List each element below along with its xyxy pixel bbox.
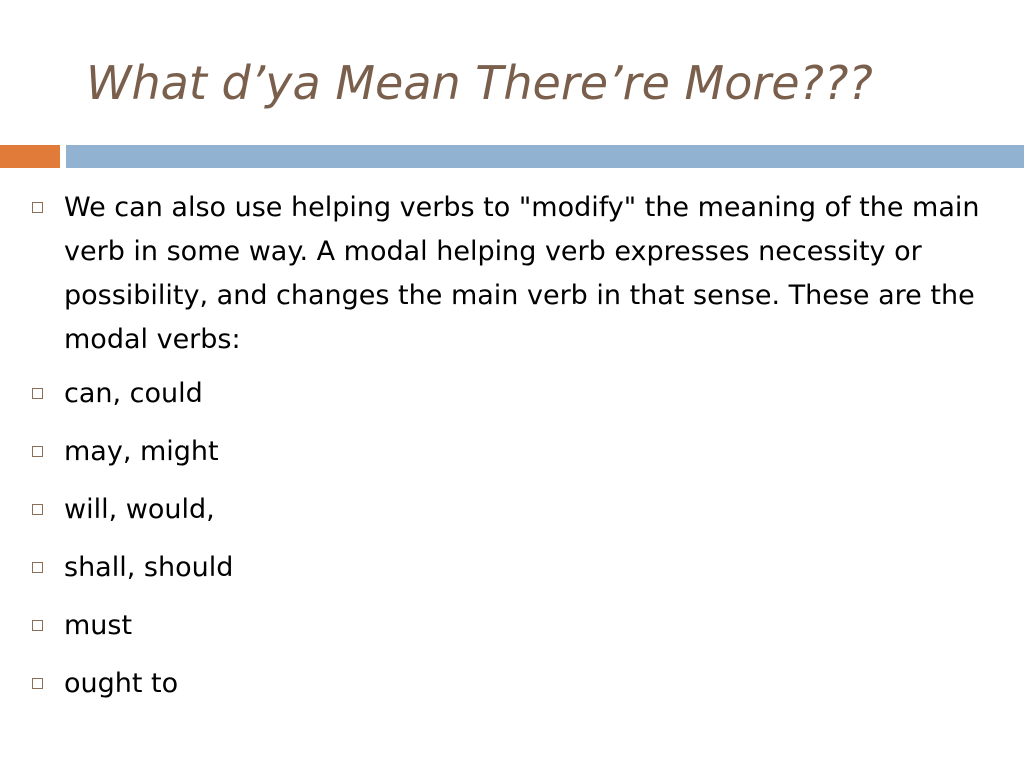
bullet-text: can, could (64, 378, 203, 409)
bullet-list (30, 186, 990, 720)
bullet-text: may, might (64, 436, 219, 467)
bullet-text: We can also use helping verbs to "modify" the meaning of the main verb in some way. A modal helping verb expresses necessity or possibility, and changes the main verb in that sense. These are the modal verbs: (64, 192, 980, 355)
square-bullet-icon (32, 202, 43, 213)
slide-title: What d’ya Mean There’re More??? (86, 56, 873, 110)
square-bullet-icon (32, 504, 43, 515)
bullet-text: must (64, 610, 133, 641)
bullet-item-will-would (30, 488, 990, 532)
bullet-text: ought to (64, 668, 179, 699)
bullet-text: will, would, (64, 494, 215, 525)
bullet-text: shall, should (64, 552, 234, 583)
square-bullet-icon (32, 620, 43, 631)
blue-rule-bar (66, 145, 1024, 168)
bullet-item-ought-to (30, 662, 990, 706)
bullet-item-may-might (30, 430, 990, 474)
bullet-item-must (30, 604, 990, 648)
bullet-item-intro (30, 186, 990, 362)
orange-accent-bar (0, 145, 60, 168)
square-bullet-icon (32, 562, 43, 573)
bullet-item-can-could (30, 372, 990, 416)
square-bullet-icon (32, 388, 43, 399)
bullet-item-shall-should (30, 546, 990, 590)
square-bullet-icon (32, 446, 43, 457)
square-bullet-icon (32, 678, 43, 689)
